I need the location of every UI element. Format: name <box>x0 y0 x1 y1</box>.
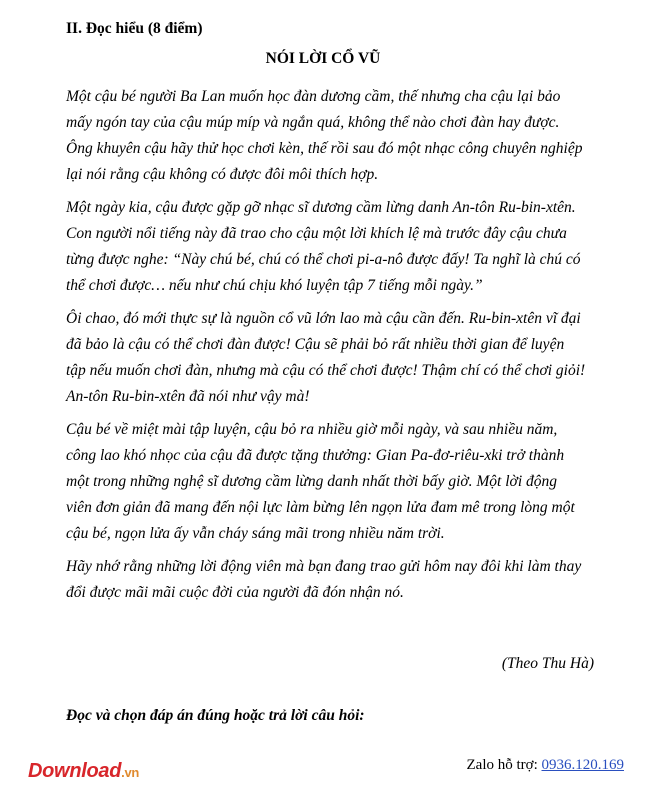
text-line: cậu bé, ngọn lửa ấy vẫn cháy sáng mãi trong nhiều năm trời. <box>66 525 445 542</box>
text-line: Hãy nhớ rằng những lời động viên mà bạn đang trao gửi hôm nay đôi khi làm thay <box>66 558 582 575</box>
logo-brand: Download <box>28 760 122 782</box>
text-line: công lao khó nhọc của cậu đã được tặng thưởng: Gian Pa-đơ-riêu-xki trở thành <box>66 447 565 464</box>
text-line: Ôi chao, đó mới thực sự là nguồn cổ vũ lớn lao mà cậu cần đến. Ru-bin-xtên vĩ đại <box>66 310 581 327</box>
text-line: Cậu bé về miệt mài tập luyện, cậu bỏ ra nhiều giờ mỗi ngày, và sau nhiều năm, <box>66 421 558 438</box>
text-line: đã bảo là cậu có thể chơi đàn được! Cậu sẽ phải bỏ rất nhiều thời gian để luyện <box>66 336 565 353</box>
text-line: Ông khuyên cậu hãy thử học chơi kèn, thế rồi sau đó một nhạc công chuyên nghiệp <box>66 140 583 157</box>
download-vn-logo[interactable] <box>28 760 139 783</box>
paragraph-4 <box>66 417 596 547</box>
text-line: Một ngày kia, cậu được gặp gỡ nhạc sĩ dương cầm lừng danh An-tôn Ru-bin-xtên. <box>66 199 576 216</box>
text-line: từng được nghe: “Này chú bé, chú có thể chơi pi-a-nô được đấy! Ta nghĩ là chú có <box>66 251 581 268</box>
logo-tld: .vn <box>121 765 140 780</box>
text-line: một trong những nghệ sĩ dương cầm lừng danh nhất thời bấy giờ. Một lời động <box>66 473 557 490</box>
zalo-support <box>467 757 625 774</box>
question-instruction: Đọc và chọn đáp án đúng hoặc trả lời câu hỏi: <box>66 707 365 724</box>
paragraph-2 <box>66 195 596 299</box>
support-phone-link[interactable]: 0936.120.169 <box>541 757 624 773</box>
story-body <box>66 84 596 613</box>
story-title: NÓI LỜI CỔ VŨ <box>265 50 381 67</box>
paragraph-3 <box>66 306 596 410</box>
paragraph-5 <box>66 554 596 606</box>
source-attribution: (Theo Thu Hà) <box>501 655 594 672</box>
text-line: tập nếu muốn chơi đàn, nhưng mà cậu có thể chơi được! Thậm chí có thể chơi giỏi! <box>66 362 586 379</box>
paragraph-1 <box>66 84 596 188</box>
text-line: thể chơi được… nếu như chú chịu khó luyện tập 7 tiếng mỗi ngày.” <box>66 277 483 294</box>
text-line: Con người nổi tiếng này đã trao cho cậu một lời khích lệ mà trước đây cậu chưa <box>66 225 567 242</box>
text-line: đổi được mãi mãi cuộc đời của người đã đón nhận nó. <box>66 584 404 601</box>
support-label: Zalo hỗ trợ: <box>466 757 542 773</box>
text-line: Một cậu bé người Ba Lan muốn học đàn dương cầm, thế nhưng cha cậu lại bảo <box>66 88 561 105</box>
text-line: viên đơn giản đã mang đến nội lực làm bừng lên ngọn lửa đam mê trong lòng một <box>66 499 575 516</box>
text-line: mấy ngón tay của cậu múp míp và ngắn quá, không thể nào chơi đàn hay được. <box>66 114 560 131</box>
section-heading: II. Đọc hiểu (8 điểm) <box>66 20 203 37</box>
text-line: lại nói rằng cậu không có được đôi môi thích hợp. <box>66 166 379 183</box>
text-line: An-tôn Ru-bin-xtên đã nói như vậy mà! <box>66 388 310 405</box>
